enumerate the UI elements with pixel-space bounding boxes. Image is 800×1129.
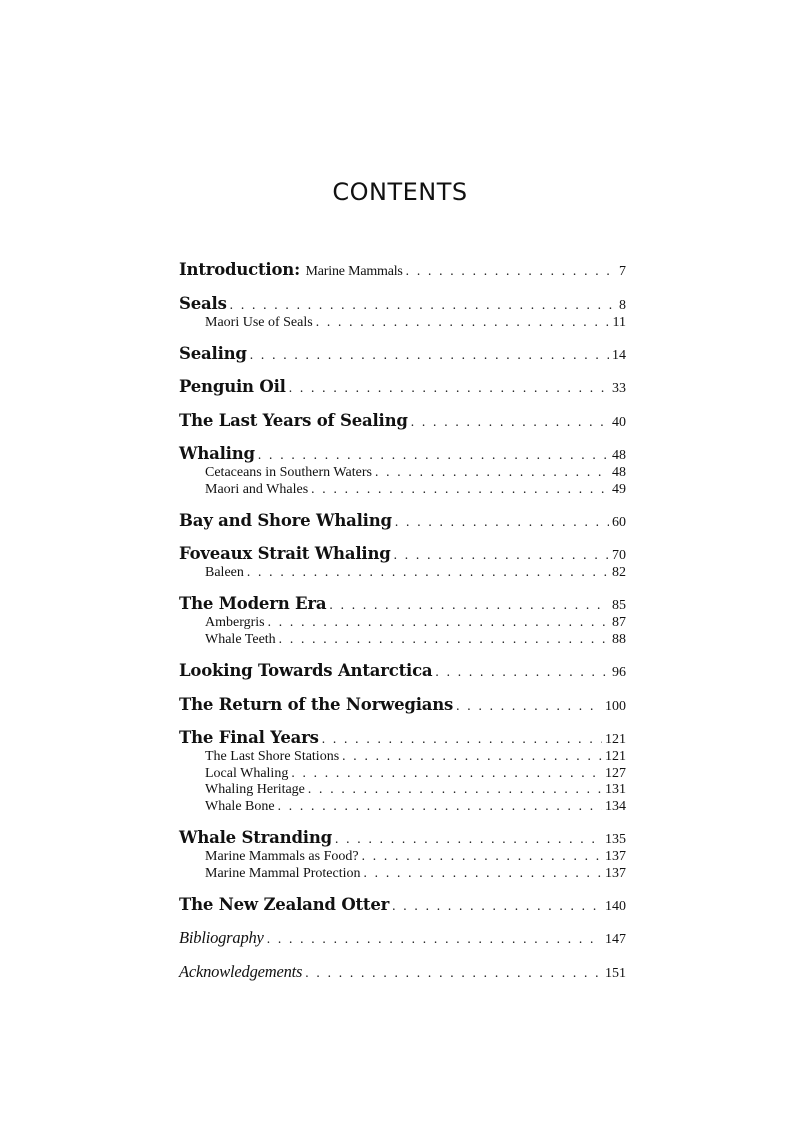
dot-leader — [411, 414, 609, 430]
dot-leader — [279, 631, 609, 647]
toc-entry-title: The Modern Era — [179, 594, 327, 614]
toc-subentry — [179, 464, 626, 481]
page-number: 8 — [619, 297, 626, 313]
toc-subentry — [179, 481, 626, 498]
toc-subentry — [179, 865, 626, 882]
dot-leader — [456, 698, 602, 714]
dot-leader — [364, 865, 602, 881]
page-number: 134 — [605, 798, 626, 814]
page-number: 87 — [612, 615, 626, 631]
toc-entry-whale-stranding — [179, 828, 626, 848]
dot-leader — [267, 931, 602, 947]
toc-entry-title: Seals — [179, 293, 227, 313]
toc-entry-subtitle: Marine Mammals — [305, 264, 403, 279]
dot-leader — [291, 765, 602, 781]
toc-subentry-title: Maori Use of Seals — [205, 314, 313, 330]
dot-leader — [335, 831, 602, 847]
page-number: 137 — [605, 865, 626, 881]
toc-subentry-title: Ambergris — [205, 615, 265, 631]
page-number: 137 — [605, 848, 626, 864]
page-number: 40 — [612, 414, 626, 430]
dot-leader — [305, 965, 602, 981]
toc-subentry — [179, 798, 626, 815]
toc-entry-antarctica — [179, 661, 626, 681]
page-number: 100 — [605, 698, 626, 714]
toc-entry-foveaux-strait — [179, 544, 626, 564]
toc-entry-title: Foveaux Strait Whaling — [179, 544, 391, 564]
dot-leader — [406, 263, 616, 279]
page-number: 70 — [612, 548, 626, 564]
dot-leader — [230, 297, 616, 313]
dot-leader — [322, 731, 602, 747]
toc-subentry — [179, 781, 626, 798]
toc-entry-title: Looking Towards Antarctica — [179, 661, 433, 681]
toc-subentry-title: The Last Shore Stations — [205, 749, 340, 765]
toc-label — [179, 260, 403, 280]
page-number: 127 — [605, 765, 626, 781]
toc-subentry-title: Local Whaling — [205, 765, 289, 781]
dot-leader — [316, 314, 610, 330]
page-number: 121 — [605, 732, 626, 748]
toc-entry-penguin-oil — [179, 377, 626, 397]
page-number: 49 — [612, 481, 626, 497]
page-number: 121 — [605, 749, 626, 765]
page-number: 135 — [605, 831, 626, 847]
toc-entry-seals — [179, 294, 626, 314]
dot-leader — [394, 547, 609, 563]
toc-entry-title: Whale Stranding — [179, 827, 332, 847]
toc-entry-title: Penguin Oil — [179, 377, 286, 397]
toc-entry-final-years — [179, 728, 626, 748]
toc-entry-sealing — [179, 344, 626, 364]
dot-leader — [250, 347, 609, 363]
toc-entry-bibliography — [179, 928, 626, 948]
page-number: 48 — [612, 448, 626, 464]
page-number: 151 — [605, 965, 626, 981]
dot-leader — [289, 380, 609, 396]
toc-entry-title: The Final Years — [179, 728, 319, 748]
toc-subentry-title: Marine Mammals as Food? — [205, 848, 359, 864]
page-number: 96 — [612, 665, 626, 681]
toc-subentry — [179, 614, 626, 631]
page-number: 14 — [612, 347, 626, 363]
toc-subentry-title: Cetaceans in Southern Waters — [205, 465, 372, 481]
toc-subentry — [179, 564, 626, 581]
page-number: 11 — [612, 314, 626, 330]
toc-entry-title: The Return of the Norwegians — [179, 694, 454, 714]
page-number: 48 — [612, 465, 626, 481]
page-number: 131 — [605, 782, 626, 798]
dot-leader — [308, 781, 602, 797]
page-number: 140 — [605, 898, 626, 914]
page-number: 147 — [605, 932, 626, 948]
toc-subentry — [179, 631, 626, 648]
dot-leader — [329, 597, 609, 613]
toc-entry-title: The New Zealand Otter — [179, 894, 390, 914]
dot-leader — [435, 664, 609, 680]
toc-entry-bay-shore-whaling — [179, 511, 626, 531]
toc-subentry-title: Baleen — [205, 565, 244, 581]
page-number: 88 — [612, 631, 626, 647]
dot-leader — [392, 898, 602, 914]
toc-entry-title: Bay and Shore Whaling — [179, 510, 392, 530]
toc-entry-last-years-sealing — [179, 411, 626, 431]
toc-entry-modern-era — [179, 594, 626, 614]
dot-leader — [268, 614, 609, 630]
toc-subentry-title: Marine Mammal Protection — [205, 865, 361, 881]
page-number: 60 — [612, 514, 626, 530]
toc-entry-title: The Last Years of Sealing — [179, 410, 408, 430]
toc-entry-title: Whaling — [179, 444, 255, 464]
dot-leader — [395, 514, 609, 530]
toc-entry-whaling — [179, 444, 626, 464]
toc-subentry-title: Whale Bone — [205, 798, 275, 814]
toc-subentry-title: Maori and Whales — [205, 481, 309, 497]
toc-subentry — [179, 765, 626, 782]
dot-leader — [311, 481, 609, 497]
dot-leader — [362, 848, 602, 864]
toc-subentry-title: Whaling Heritage — [205, 782, 305, 798]
toc-entry-acknowledgements — [179, 962, 626, 982]
toc-entry-norwegians — [179, 695, 626, 715]
page-number: 85 — [612, 598, 626, 614]
toc-entry-introduction — [179, 260, 626, 280]
page-title: CONTENTS — [332, 178, 468, 206]
dot-leader — [342, 748, 602, 764]
dot-leader — [247, 564, 609, 580]
toc-entry-title: Bibliography — [179, 928, 264, 948]
toc-entry-nz-otter — [179, 895, 626, 915]
page-number: 7 — [619, 264, 626, 279]
toc-subentry — [179, 748, 626, 765]
toc-entry-title: Acknowledgements — [179, 961, 303, 981]
dot-leader — [258, 447, 609, 463]
toc-subentry-title: Whale Teeth — [205, 631, 276, 647]
dot-leader — [375, 464, 609, 480]
toc-entry-title: Introduction: — [179, 260, 300, 279]
page-number: 82 — [612, 565, 626, 581]
page-number: 33 — [612, 381, 626, 397]
toc-subentry — [179, 314, 626, 331]
dot-leader — [278, 798, 602, 814]
toc-subentry — [179, 848, 626, 865]
table-of-contents — [179, 260, 626, 982]
toc-entry-title: Sealing — [179, 343, 247, 363]
